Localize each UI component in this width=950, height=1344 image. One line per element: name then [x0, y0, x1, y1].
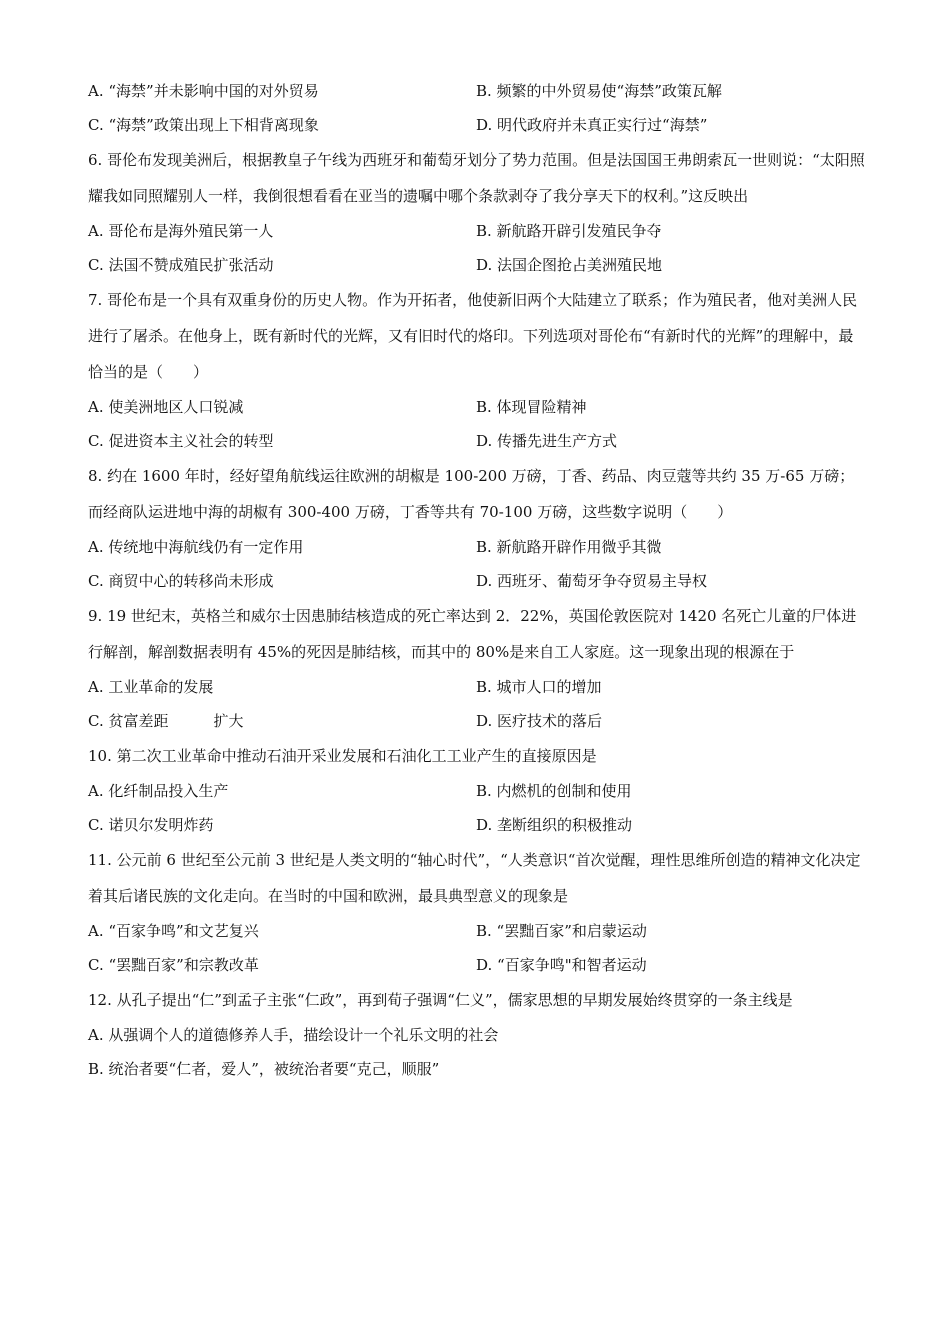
q9-option-c: C. 贫富差距 扩大 [88, 712, 244, 730]
q5-option-a: A. “海禁”并未影响中国的对外贸易 [88, 82, 319, 100]
q7-option-c: C. 促进资本主义社会的转型 [88, 432, 274, 450]
q6-option-b: B. 新航路开辟引发殖民争夺 [476, 222, 662, 240]
q11-options-row-2 [88, 948, 868, 982]
q10-options-row-2 [88, 808, 868, 842]
q10-stem: 10. 第二次工业革命中推动石油开采业发展和石油化工工业产生的直接原因是 [88, 747, 597, 765]
q9-option-b: B. 城市人口的增加 [476, 678, 602, 696]
q6-options-row-1 [88, 214, 868, 248]
q8-options-row-2 [88, 564, 868, 598]
q11-option-d: D. “百家争鸣"和智者运动 [476, 956, 647, 974]
q6-option-a: A. 哥伦布是海外殖民第一人 [88, 222, 274, 240]
q5-options-row-1 [88, 74, 868, 108]
q6-option-c: C. 法国不赞成殖民扩张活动 [88, 256, 274, 274]
q8-option-c: C. 商贸中心的转移尚未形成 [88, 572, 274, 590]
q11-stem: 11. 公元前 6 世纪至公元前 3 世纪是人类文明的“轴心时代”，“人类意识“首次觉醒，理性思维所创造的精神文化决定着其后诸民族的文化走向。在当时的中国和欧洲，最具典型意义的现象是 [88, 851, 861, 905]
q10-option-a: A. 化纤制品投入生产 [88, 782, 229, 800]
q10-options-row-1 [88, 774, 868, 808]
q7-options-row-1 [88, 390, 868, 424]
q10-option-b: B. 内燃机的创制和使用 [476, 782, 632, 800]
page-content [88, 74, 868, 1086]
q8-stem: 8. 约在 1600 年时，经好望角航线运往欧洲的胡椒是 100-200 万磅，丁香、药品、肉豆蔻等共约 35 万-65 万磅；而经商队运进地中海的胡椒有 300-400 万磅，丁香等共有 70-100 万磅，这些数字说明（ ） [88, 467, 855, 521]
q9-option-d: D. 医疗技术的落后 [476, 712, 603, 730]
q7-options-row-2 [88, 424, 868, 458]
q10-option-c: C. 诺贝尔发明炸药 [88, 816, 214, 834]
q5-options-row-2 [88, 108, 868, 142]
q8-option-d: D. 西班牙、葡萄牙争夺贸易主导权 [476, 572, 708, 590]
q11-options-row-1 [88, 914, 868, 948]
q9-stem: 9. 19 世纪末，英格兰和威尔士因患肺结核造成的死亡率达到 2．22%，英国伦敦医院对 1420 名死亡儿童的尸体进行解剖，解剖数据表明有 45%的死因是肺结核，而其中的 80%是来自工人家庭。这一现象出现的根源在于 [88, 607, 857, 661]
q6-stem: 6. 哥伦布发现美洲后，根据教皇子午线为西班牙和葡萄牙划分了势力范围。但是法国国王弗朗索瓦一世则说：“太阳照耀我如同照耀别人一样，我倒很想看看在亚当的遗嘱中哪个条款剥夺了我分享天下的权利。”这反映出 [88, 151, 865, 205]
q10-option-d: D. 垄断组织的积极推动 [476, 816, 633, 834]
q8-option-b: B. 新航路开辟作用微乎其微 [476, 538, 662, 556]
q6-options-row-2 [88, 248, 868, 282]
q7-stem: 7. 哥伦布是一个具有双重身份的历史人物。作为开拓者，他使新旧两个大陆建立了联系；作为殖民者，他对美洲人民进行了屠杀。在他身上，既有新时代的光辉，又有旧时代的烙印。下列选项对哥伦布“有新时代的光辉”的理解中，最恰当的是（ ） [88, 291, 858, 381]
q5-option-b: B. 频繁的中外贸易使“海禁”政策瓦解 [476, 82, 722, 100]
q6-option-d: D. 法国企图抢占美洲殖民地 [476, 256, 663, 274]
q7-option-b: B. 体现冒险精神 [476, 398, 587, 416]
q5-option-d: D. 明代政府并未真正实行过“海禁” [476, 116, 708, 134]
q7-option-a: A. 使美洲地区人口锐减 [88, 398, 244, 416]
q11-option-c: C. “罢黜百家”和宗教改革 [88, 956, 259, 974]
q8-option-a: A. 传统地中海航线仍有一定作用 [88, 538, 304, 556]
q9-options-row-2 [88, 704, 868, 738]
q9-options-row-1 [88, 670, 868, 704]
q11-option-a: A. “百家争鸣”和文艺复兴 [88, 922, 259, 940]
q11-option-b: B. “罢黜百家”和启蒙运动 [476, 922, 647, 940]
q7-option-d: D. 传播先进生产方式 [476, 432, 618, 450]
q12-option-b: B. 统治者要“仁者，爱人”，被统治者要“克己，顺服” [88, 1060, 440, 1078]
q8-options-row-1 [88, 530, 868, 564]
q12-option-a: A. 从强调个人的道德修养人手，描绘设计一个礼乐文明的社会 [88, 1026, 499, 1044]
q12-stem: 12. 从孔子提出“仁”到孟子主张“仁政”，再到荀子强调“仁义”，儒家思想的早期发展始终贯穿的一条主线是 [88, 991, 793, 1009]
q5-option-c: C. “海禁”政策出现上下相背离现象 [88, 116, 319, 134]
q9-option-a: A. 工业革命的发展 [88, 678, 214, 696]
